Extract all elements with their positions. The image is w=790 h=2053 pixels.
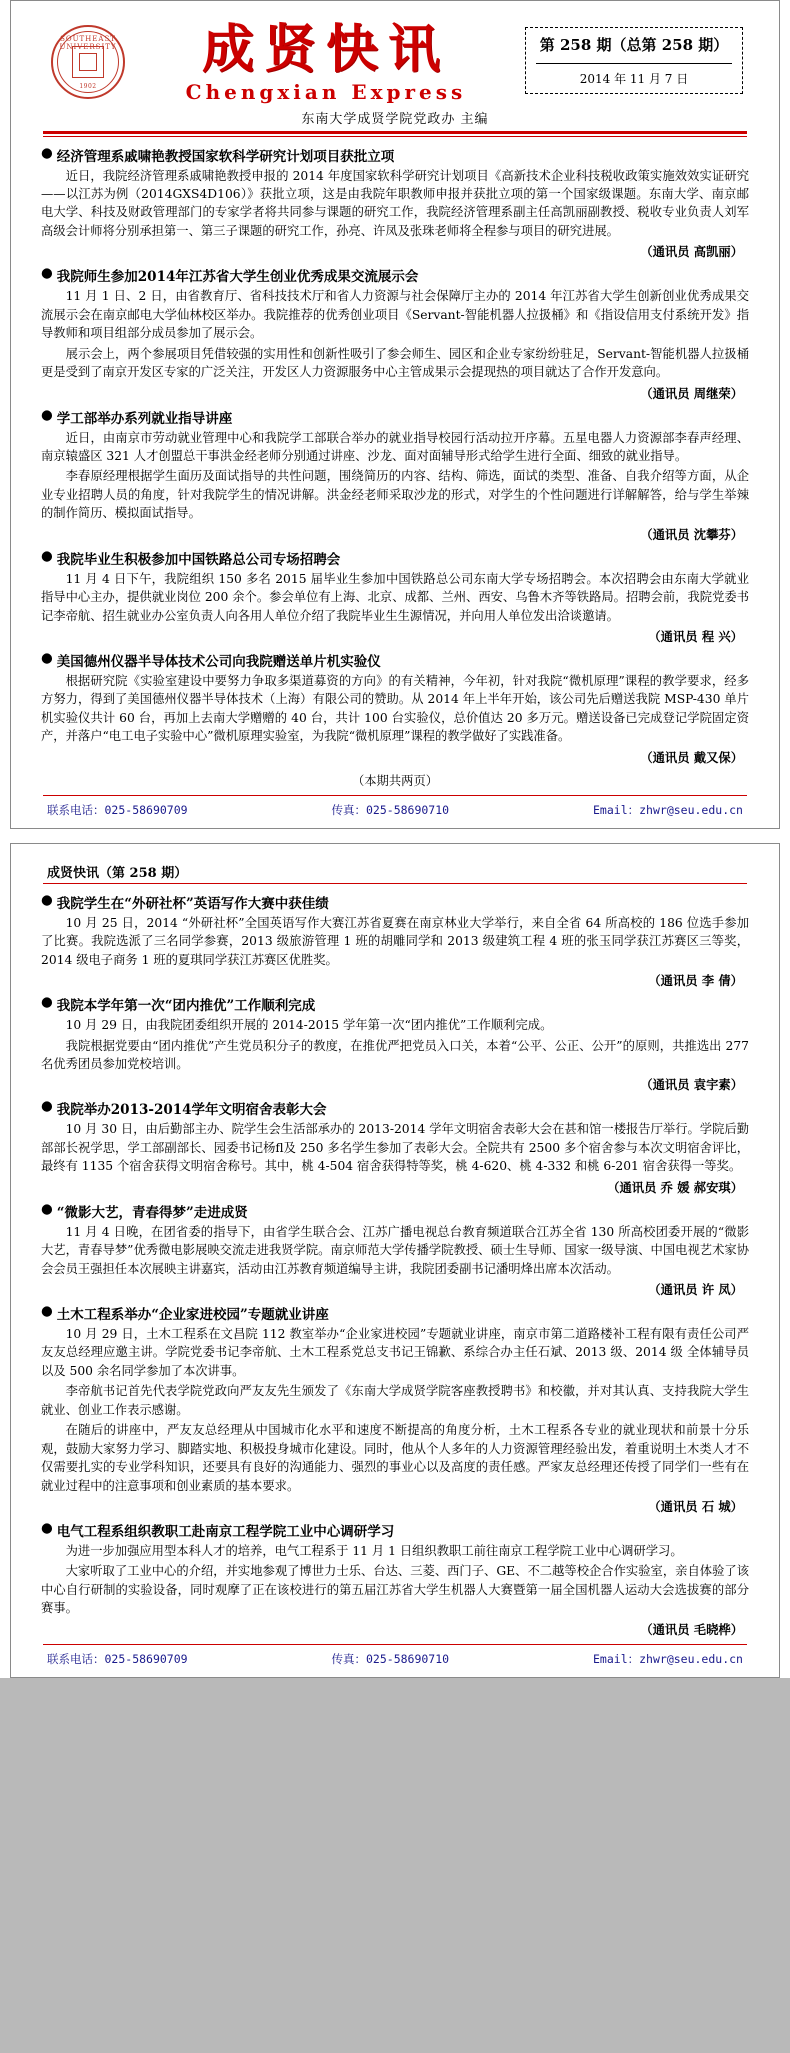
- article-paragraph: 10 月 29 日，土木工程系在文昌院 112 教室举办“企业家进校园”专题就业讲座，南京市第二道路楼补工程有限有责任公司严友友总经理应邀主讲。学院党委书记李帝航、土木工程系党总支书记王锦歉、系综合办主任石斌、2013 级、2014 级 全体辅导员以及 500 余名同学参加了本次讲事。: [41, 1327, 749, 1378]
- article: [41, 994, 749, 1093]
- page2-running-head: 成贤快讯（第 258 期）: [47, 865, 188, 881]
- article: [41, 407, 749, 543]
- article-title: ● 我院本学年第一次“团内推优”工作顺利完成: [41, 994, 316, 1015]
- article-paragraph: 11 月 4 日下午，我院组织 150 多名 2015 届毕业生参加中国铁路总公司东南大学专场招聘会。本次招聘会由东南大学就业指导中心主办，提供就业岗位 200 余个。参会单位有上海、北京、成都、兰州、西安、乌鲁木齐等铁路局。招聘会前，我院党委书记李帝航、招生就业办公室负责人向各用人单位介绍了我院毕业生生源情况，并向用人单位发出洽谈邀请。: [41, 571, 749, 623]
- footer-fax: 传真：025-58690710: [331, 802, 450, 817]
- bullet-icon: ●: [41, 891, 53, 908]
- page-count-note: （本期共两页）: [351, 773, 439, 788]
- masthead: [41, 11, 749, 104]
- article-byline: （通讯员 乔 媛 郝安琪）: [607, 1179, 743, 1195]
- article-byline: （通讯员 袁宇素）: [640, 1077, 743, 1093]
- article-paragraph: 根据研究院《实验室建设中要努力争取多渠道募资的方向》的有关精神，今年初，针对我院“微机原理”课程的教学要求，经多方努力，得到了美国德州仪器半导体技术（上海）有限公司的赞助。从 2014 年上半年开始，该公司先后赠送我院 MSP-430 单片机实验仪共计 60 台，再加上去南大学赠赠的 40 台，共计 100 台实验仪，总价值达 20 多万元。赠送设备已完成登记学院固定资产，并落户“电工电子实验中心”微机原理实验室，为我院“微机原理”课程的教学做好了实践准备。: [41, 674, 749, 744]
- bullet-icon: ●: [41, 994, 53, 1011]
- issue-box: [525, 27, 743, 94]
- article-title: ● 我院毕业生积极参加中国铁路总公司专场招聘会: [41, 547, 341, 568]
- bullet-icon: ●: [41, 1200, 53, 1217]
- article: [41, 265, 749, 401]
- page2-divider: [43, 883, 747, 884]
- article: [41, 650, 749, 766]
- article-title: ● 我院举办2013-2014学年文明宿舍表彰大会: [41, 1098, 327, 1119]
- article-paragraph: 10 月 30 日，由后勤部主办、院学生会生活部承办的 2013-2014 学年文明宿舍表彰大会在甚和馆一楼报告厅举行。学院后勤部部长祝学思，学工部副部长、园委书记杨fl及 250 多名学生参加了表彰大会。全院共有 2500 多个宿舍参与本次文明宿舍评比，最终有 1135 个宿舍获得文明宿舍称号。其中，桃 4-504 宿舍获得特等奖，桃 4-620、桃 4-332 和桃 6-201 宿舍获得一等奖。: [41, 1122, 749, 1174]
- article-byline: （通讯员 周继荣）: [640, 385, 743, 401]
- footer-phone: 联系电话：025-58690709: [47, 1651, 188, 1666]
- article-title: ● 土木工程系举办“企业家进校园”专题就业讲座: [41, 1303, 329, 1324]
- article: [41, 892, 749, 989]
- article-byline: （通讯员 毛晓桦）: [640, 1621, 743, 1637]
- article: [41, 1303, 749, 1515]
- footer-email[interactable]: Email：zhwr@seu.edu.cn: [593, 802, 743, 817]
- article-paragraph: 10 月 29 日，由我院团委组织开展的 2014-2015 学年第一次“团内推优”工作顺利完成。: [65, 1018, 553, 1033]
- article-byline: （通讯员 程 兴）: [648, 629, 743, 645]
- article-title: ● 学工部举办系列就业指导讲座: [41, 406, 233, 427]
- article-list-page1: [41, 145, 749, 766]
- bullet-icon: ●: [41, 265, 53, 282]
- article-title: ● “微影大艺，青春得梦”走进成贤: [41, 1200, 248, 1221]
- footer-fax: 传真：025-58690710: [331, 1651, 450, 1666]
- article-title: ● 美国德州仪器半导体技术公司向我院赠送单片机实验仪: [41, 650, 381, 671]
- article: [41, 1520, 749, 1638]
- bullet-icon: ●: [41, 1519, 53, 1536]
- footer-divider: [43, 1644, 747, 1645]
- issue-number: 第 258 期（总第 258 期）: [539, 36, 729, 54]
- article-paragraph: 为进一步加强应用型本科人才的培养，电气工程系于 11 月 1 日组织教职工前往南京工程学院工业中心调研学习。: [65, 1543, 683, 1558]
- article-byline: （通讯员 李 倩）: [648, 973, 743, 989]
- article-paragraph: 大家听取了工业中心的介绍，并实地参观了博世力士乐、台达、三菱、西门子、GE、不二越等校企合作实验室，亲自体验了该中心自行研制的实验设备，同时观摩了正在该校进行的第五届江苏省大学生机器人大赛暨第一届全国机器人运动大会选拔赛的部分赛事。: [41, 1564, 749, 1616]
- university-seal: [45, 21, 131, 99]
- article-paragraph: 10 月 25 日，2014 “外研社杯”全国英语写作大赛江苏省夏赛在南京林业大学举行，来自全省 64 所高校的 186 位选手参加了比赛。我院选派了三名同学参赛，2013 级旅游管理 1 班的胡雕同学和 2013 级建筑工程 4 班的张玉同学获江苏赛区三等奖，2014 级电子商务 1 班的夏琪同学获江苏赛区优胜奖。: [41, 915, 749, 967]
- publisher-line: 东南大学成贤学院党政办 主编: [301, 111, 489, 127]
- article-paragraph: 近日，由南京市劳动就业管理中心和我院学工部联合举办的就业指导校园行活动拉开序幕。五星电器人力资源部李春声经理、南京辕盛区 321 人才创盟总干事洪金经老师分别通过讲座、沙龙、面对面辅导形式给学生进行全面、细致的就业指导。: [41, 430, 749, 463]
- footer: [41, 800, 749, 822]
- bullet-icon: ●: [41, 1098, 53, 1115]
- article: [41, 548, 749, 645]
- newsletter-sheet-1: [10, 0, 780, 829]
- seal-bottom-text: 1902: [79, 83, 97, 90]
- footer: [41, 1649, 749, 1671]
- bullet-icon: ●: [41, 406, 53, 423]
- article: [41, 145, 749, 261]
- bullet-icon: ●: [41, 144, 53, 161]
- newsletter-sheet-2: [10, 843, 780, 1678]
- publication-title-cn: 成贤快讯: [201, 19, 450, 80]
- article-paragraph: 11 月 1 日、2 日，由省教育厅、省科技技术厅和省人力资源与社会保障厅主办的 2014 年江苏省大学生创新创业优秀成果交流展示会在南京邮电大学仙林校区举办。我院推荐的优秀创业项目《Servant-智能机器人拉扱桶》和《指设信用支付系统开发》指导教师和项目组部分成员参加了展示会。: [41, 289, 749, 341]
- publication-title-en: Chengxian Express: [185, 79, 467, 104]
- bullet-icon: ●: [41, 547, 53, 564]
- article: [41, 1098, 749, 1195]
- masthead-divider: [43, 131, 747, 137]
- issue-date: 2014 年 11 月 7 日: [579, 72, 689, 86]
- seal-icon: [51, 25, 125, 99]
- article-list-page2: [41, 892, 749, 1638]
- article-paragraph: 11 月 4 日晚，在团省委的指导下，由省学生联合会、江苏广播电视总台教育频道联合江苏全省 130 所高校团委开展的“微影大艺，青春导梦”优秀微电影展映交流走进我贤学院。南京师范大学传播学院教授、硕士生导师、国家一级导演、中国电视艺术家协会会员王强担任本次展映主讲嘉宾，活动由江苏教育频道编导主讲，我院团委副书记潘明烽出席本次活动。: [41, 1224, 749, 1276]
- article-title: ● 经济管理系戚啸艳教授国家软科学研究计划项目获批立项: [41, 144, 395, 165]
- article-paragraph: 近日，我院经济管理系戚啸艳教授申报的 2014 年度国家软科学研究计划项目《高新技术企业科技税收政策实施效效实证研究——以江苏为例（2014GXS4D106）》获批立项，这是由我院年职教师申报并获批立项的第一个国家级课题。东南大学、南京邮电大学、科技及财政管理部门的专家学者将共同参与课题的研究工作，我院经济管理系副主任高凯丽副教授、税收专业负责人刘军高级会计师将分别承担第一、第三子课题的研究工作，孙亮、许凤及张珠老师将全程参与项目的研究进展。: [41, 168, 749, 238]
- article-paragraph: 李春原经理根据学生面历及面试指导的共性问题，围绕简历的内容、结构、筛选，面试的类型、准备、自我介绍等方面，从企业专业招聘人员的角度，针对我院学生的情况讲解。洪金经老师采取沙龙的形式，对学生的个性问题进行详解解答，给与学生举辣的制作简历、模拟面试指导。: [41, 469, 749, 521]
- article-paragraph: 我院根据党要由“团内推优”产生党员积分子的教度，在推优严把党员入口关，本着“公平、公正、公开”的原则，共推选出 277 名优秀团员参加党校培训。: [41, 1038, 749, 1071]
- article-byline: （通讯员 许 凤）: [648, 1282, 743, 1298]
- article: [41, 1201, 749, 1298]
- article-byline: （通讯员 戴又保）: [640, 749, 743, 765]
- seal-top-text: SOUTHEAST UNIVERSITY: [59, 35, 117, 51]
- bullet-icon: ●: [41, 1303, 53, 1320]
- footer-email[interactable]: Email：zhwr@seu.edu.cn: [593, 1651, 743, 1666]
- footer-phone: 联系电话：025-58690709: [47, 802, 188, 817]
- article-byline: （通讯员 高凯丽）: [640, 244, 743, 260]
- article-title: ● 电气工程系组织教职工赴南京工程学院工业中心调研学习: [41, 1519, 395, 1540]
- article-title: ● 我院学生在“外研社杯”英语写作大赛中获佳绩: [41, 891, 329, 912]
- article-title: ● 我院师生参加2014年江苏省大学生创业优秀成果交流展示会: [41, 265, 419, 286]
- masthead-title-block: [131, 21, 521, 104]
- article-paragraph: 李帝航书记首先代表学院党政向严友友先生颁发了《东南大学成贤学院客座教授聘书》和校徽，并对其认真、支持我院大学生就业、创业工作表示感谢。: [41, 1384, 749, 1417]
- bullet-icon: ●: [41, 650, 53, 667]
- article-byline: （通讯员 石 城）: [648, 1498, 743, 1514]
- footer-divider: [43, 795, 747, 796]
- article-paragraph: 在随后的讲座中，严友友总经理从中国城市化水平和速度不断提高的角度分析，土木工程系各专业的就业现状和前景十分乐观，鼓励大家努力学习、脚踏实地、积极投身城市化建设。同时，他从个人多年的人力资源管理经验出发，着重说明土木类人才不仅需要扎实的专业学科知识，还要具有良好的沟通能力、强烈的事业心以及高度的责任感。严家友总经理还传授了同学们一些有在就业过程中的注意事项和创业素质的基本要求。: [41, 1423, 749, 1493]
- article-byline: （通讯员 沈攀芬）: [640, 526, 743, 542]
- article-paragraph: 展示会上，两个参展项目凭借较强的实用性和创新性吸引了参会师生、园区和企业专家纷纷驻足，Servant-智能机器人拉扱桶更是受到了南京开发区专家的广泛关注，开发区人力资源服务中心主管成果示会提现热的项目就达了合作开发意向。: [41, 346, 749, 380]
